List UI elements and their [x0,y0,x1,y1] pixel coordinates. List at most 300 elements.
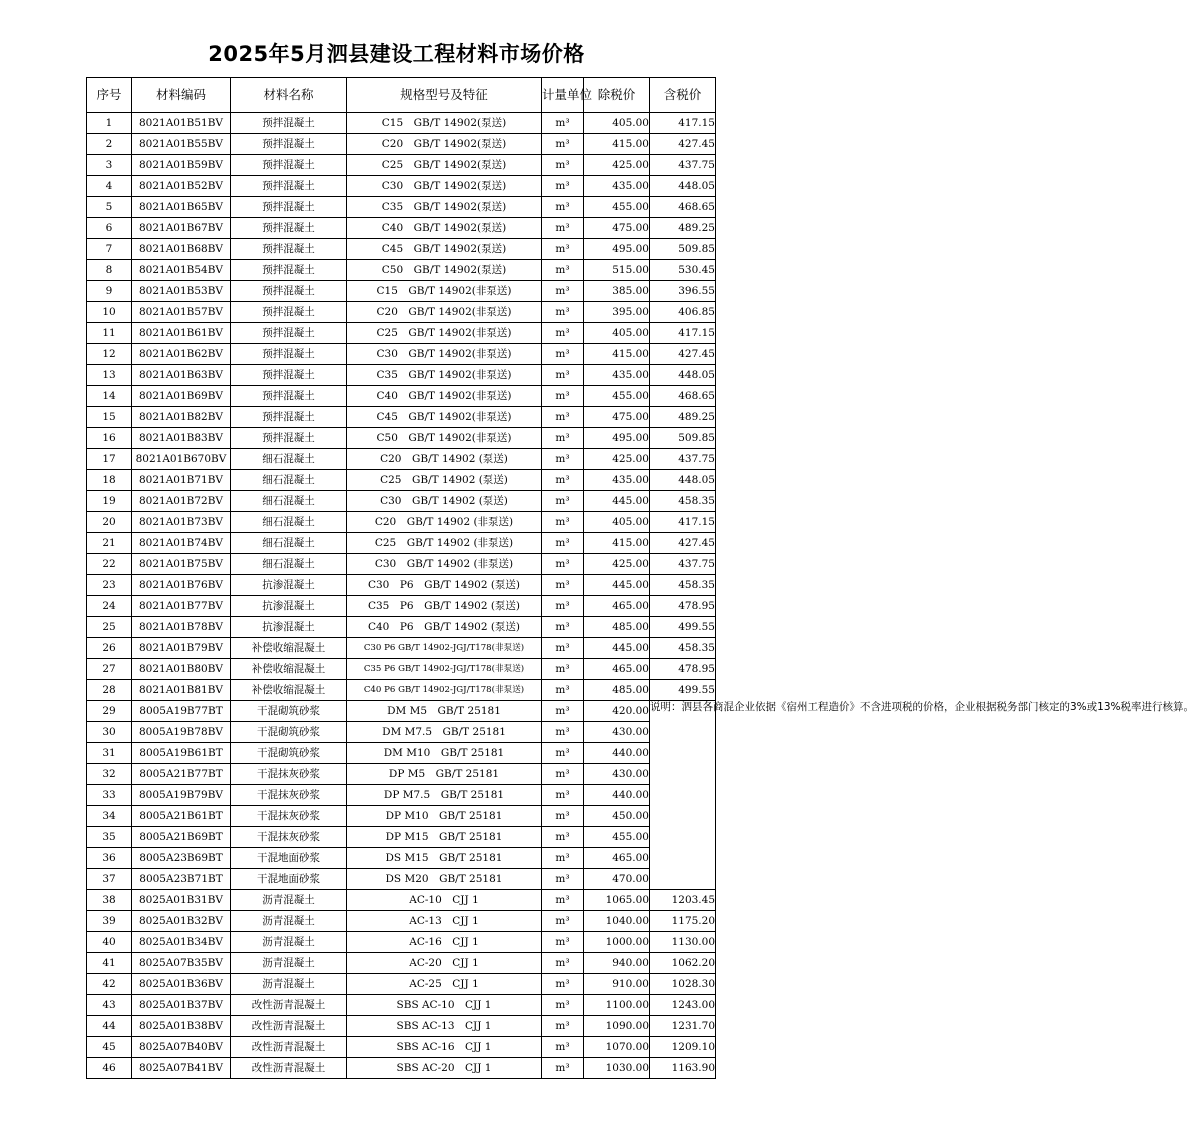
table-row [87,323,716,344]
table-row [87,596,716,617]
cell-spec: SBS AC-16 CJJ 1 [347,1037,542,1058]
cell-price-incl-tax: 1130.00 [650,932,716,953]
cell-material-name: 细石混凝土 [231,491,347,512]
cell-unit: m³ [542,596,584,617]
cell-spec: DP M5 GB/T 25181 [347,764,542,785]
cell-spec: SBS AC-10 CJJ 1 [347,995,542,1016]
cell-unit: m³ [542,239,584,260]
cell-code: 8021A01B74BV [132,533,231,554]
cell-code: 8021A01B77BV [132,596,231,617]
cell-spec: AC-25 CJJ 1 [347,974,542,995]
table-row [87,302,716,323]
cell-unit: m³ [542,533,584,554]
cell-unit: m³ [542,638,584,659]
cell-material-name: 干混砌筑砂浆 [231,722,347,743]
cell-material-name: 细石混凝土 [231,470,347,491]
price-table [86,77,1194,1079]
cell-code: 8005A19B77BT [132,701,231,722]
cell-index: 14 [87,386,132,407]
cell-price-incl-tax: 437.75 [650,449,716,470]
cell-code: 8021A01B78BV [132,617,231,638]
cell-spec: DS M15 GB/T 25181 [347,848,542,869]
cell-code: 8025A01B31BV [132,890,231,911]
cell-price-excl-tax: 440.00 [584,785,650,806]
cell-material-name: 干混地面砂浆 [231,848,347,869]
cell-price-excl-tax: 465.00 [584,659,650,680]
cell-price-excl-tax: 1090.00 [584,1016,650,1037]
header-unit: 计量单位 [542,78,584,113]
cell-spec: AC-16 CJJ 1 [347,932,542,953]
table-row [87,428,716,449]
cell-price-excl-tax: 940.00 [584,953,650,974]
header-price-excl-tax: 除税价 [584,78,650,113]
cell-price-incl-tax: 1243.00 [650,995,716,1016]
table-row [87,953,716,974]
cell-material-name: 干混抹灰砂浆 [231,764,347,785]
cell-material-name: 预拌混凝土 [231,239,347,260]
cell-index: 6 [87,218,132,239]
table-row [87,344,716,365]
table-header-row [87,78,716,113]
table-row [87,134,716,155]
header-code: 材料编码 [132,78,231,113]
cell-unit: m³ [542,260,584,281]
cell-spec: C30 P6 GB/T 14902-JGJ/T178(非泵送) [347,638,542,659]
cell-index: 45 [87,1037,132,1058]
table-row [87,449,716,470]
cell-index: 30 [87,722,132,743]
cell-unit: m³ [542,449,584,470]
cell-price-excl-tax: 1040.00 [584,911,650,932]
cell-spec: SBS AC-13 CJJ 1 [347,1016,542,1037]
cell-price-excl-tax: 405.00 [584,113,650,134]
cell-price-excl-tax: 495.00 [584,428,650,449]
cell-code: 8021A01B80BV [132,659,231,680]
cell-price-excl-tax: 435.00 [584,470,650,491]
table-row [87,911,716,932]
cell-material-name: 预拌混凝土 [231,323,347,344]
cell-index: 7 [87,239,132,260]
cell-material-name: 改性沥青混凝土 [231,1058,347,1079]
table-row [87,386,716,407]
cell-material-name: 抗渗混凝土 [231,617,347,638]
cell-index: 43 [87,995,132,1016]
cell-spec: C35 P6 GB/T 14902-JGJ/T178(非泵送) [347,659,542,680]
cell-code: 8021A01B67BV [132,218,231,239]
cell-index: 17 [87,449,132,470]
cell-code: 8021A01B54BV [132,260,231,281]
cell-price-excl-tax: 435.00 [584,176,650,197]
cell-spec: C20 GB/T 14902 (泵送) [347,449,542,470]
cell-unit: m³ [542,722,584,743]
cell-price-excl-tax: 455.00 [584,197,650,218]
cell-spec: C45 GB/T 14902(非泵送) [347,407,542,428]
cell-spec: C40 GB/T 14902(泵送) [347,218,542,239]
cell-index: 16 [87,428,132,449]
cell-unit: m³ [542,743,584,764]
cell-unit: m³ [542,659,584,680]
cell-price-excl-tax: 420.00 [584,701,650,722]
cell-price-excl-tax: 465.00 [584,848,650,869]
cell-spec: C45 GB/T 14902(泵送) [347,239,542,260]
cell-material-name: 细石混凝土 [231,512,347,533]
cell-price-excl-tax: 415.00 [584,533,650,554]
cell-unit: m³ [542,323,584,344]
cell-code: 8025A01B34BV [132,932,231,953]
cell-code: 8021A01B62BV [132,344,231,365]
cell-unit: m³ [542,869,584,890]
cell-spec: C50 GB/T 14902(泵送) [347,260,542,281]
cell-spec: C20 GB/T 14902(泵送) [347,134,542,155]
cell-price-incl-tax: 1203.45 [650,890,716,911]
cell-price-excl-tax: 1030.00 [584,1058,650,1079]
cell-code: 8005A21B61BT [132,806,231,827]
cell-index: 27 [87,659,132,680]
cell-code: 8025A07B40BV [132,1037,231,1058]
cell-material-name: 干混地面砂浆 [231,869,347,890]
cell-unit: m³ [542,680,584,701]
cell-index: 46 [87,1058,132,1079]
cell-index: 9 [87,281,132,302]
table-row [87,1016,716,1037]
cell-material-name: 预拌混凝土 [231,365,347,386]
cell-index: 37 [87,869,132,890]
cell-material-name: 改性沥青混凝土 [231,995,347,1016]
cell-price-incl-tax: 427.45 [650,344,716,365]
cell-material-name: 细石混凝土 [231,554,347,575]
cell-price-excl-tax: 455.00 [584,386,650,407]
cell-index: 40 [87,932,132,953]
cell-index: 18 [87,470,132,491]
cell-index: 29 [87,701,132,722]
cell-index: 31 [87,743,132,764]
table-row [87,974,716,995]
cell-spec: C35 P6 GB/T 14902 (泵送) [347,596,542,617]
table-row [87,176,716,197]
table-row [87,659,716,680]
table-row [87,1058,716,1079]
cell-price-excl-tax: 495.00 [584,239,650,260]
cell-price-excl-tax: 430.00 [584,722,650,743]
cell-price-incl-tax: 468.65 [650,197,716,218]
cell-unit: m³ [542,197,584,218]
cell-unit: m³ [542,911,584,932]
cell-unit: m³ [542,575,584,596]
cell-material-name: 补偿收缩混凝土 [231,680,347,701]
table-row [87,995,716,1016]
cell-code: 8021A01B75BV [132,554,231,575]
cell-unit: m³ [542,995,584,1016]
cell-unit: m³ [542,785,584,806]
table-row [87,470,716,491]
cell-unit: m³ [542,1016,584,1037]
cell-price-incl-tax: 478.95 [650,596,716,617]
cell-spec: DP M15 GB/T 25181 [347,827,542,848]
cell-index: 8 [87,260,132,281]
cell-unit: m³ [542,1037,584,1058]
cell-code: 8021A01B73BV [132,512,231,533]
cell-material-name: 预拌混凝土 [231,407,347,428]
table-row [87,533,716,554]
cell-index: 12 [87,344,132,365]
table-row [87,218,716,239]
cell-index: 38 [87,890,132,911]
cell-code: 8005A23B69BT [132,848,231,869]
cell-index: 19 [87,491,132,512]
cell-code: 8021A01B52BV [132,176,231,197]
cell-index: 34 [87,806,132,827]
cell-code: 8005A21B77BT [132,764,231,785]
cell-index: 20 [87,512,132,533]
cell-material-name: 预拌混凝土 [231,386,347,407]
cell-price-excl-tax: 515.00 [584,260,650,281]
cell-spec: C40 GB/T 14902(非泵送) [347,386,542,407]
cell-spec: C20 GB/T 14902 (非泵送) [347,512,542,533]
table-row [87,869,716,890]
cell-price-incl-tax: 448.05 [650,176,716,197]
header-index: 序号 [87,78,132,113]
cell-code: 8021A01B83BV [132,428,231,449]
cell-spec: C15 GB/T 14902(非泵送) [347,281,542,302]
cell-unit: m³ [542,386,584,407]
cell-unit: m³ [542,155,584,176]
table-row [87,722,716,743]
cell-spec: C30 P6 GB/T 14902 (泵送) [347,575,542,596]
cell-material-name: 干混抹灰砂浆 [231,827,347,848]
cell-material-name: 细石混凝土 [231,449,347,470]
table-row [87,554,716,575]
cell-spec: C40 P6 GB/T 14902-JGJ/T178(非泵送) [347,680,542,701]
cell-material-name: 干混砌筑砂浆 [231,743,347,764]
cell-unit: m³ [542,806,584,827]
cell-unit: m³ [542,932,584,953]
cell-price-excl-tax: 435.00 [584,365,650,386]
cell-material-name: 干混砌筑砂浆 [231,701,347,722]
table-row [87,764,716,785]
table-row [87,638,716,659]
cell-code: 8021A01B69BV [132,386,231,407]
cell-spec: C15 GB/T 14902(泵送) [347,113,542,134]
table-row [87,512,716,533]
cell-index: 25 [87,617,132,638]
cell-index: 4 [87,176,132,197]
cell-unit: m³ [542,344,584,365]
cell-index: 2 [87,134,132,155]
cell-price-excl-tax: 485.00 [584,617,650,638]
cell-material-name: 预拌混凝土 [231,281,347,302]
cell-material-name: 预拌混凝土 [231,176,347,197]
table-row [87,680,716,701]
cell-spec: C25 GB/T 14902(非泵送) [347,323,542,344]
cell-price-incl-tax: 1028.30 [650,974,716,995]
cell-unit: m³ [542,953,584,974]
cell-material-name: 沥青混凝土 [231,890,347,911]
cell-material-name: 抗渗混凝土 [231,575,347,596]
cell-index: 3 [87,155,132,176]
table-row [87,239,716,260]
table-row [87,848,716,869]
cell-code: 8021A01B81BV [132,680,231,701]
cell-price-excl-tax: 910.00 [584,974,650,995]
cell-unit: m³ [542,827,584,848]
cell-unit: m³ [542,218,584,239]
cell-price-incl-tax: 1062.20 [650,953,716,974]
cell-price-excl-tax: 405.00 [584,512,650,533]
cell-price-incl-tax: 458.35 [650,491,716,512]
table-row [87,890,716,911]
cell-code: 8021A01B59BV [132,155,231,176]
cell-code: 8021A01B55BV [132,134,231,155]
table-row [87,197,716,218]
cell-material-name: 干混抹灰砂浆 [231,785,347,806]
cell-spec: C30 GB/T 14902 (非泵送) [347,554,542,575]
cell-index: 28 [87,680,132,701]
cell-index: 35 [87,827,132,848]
cell-material-name: 预拌混凝土 [231,302,347,323]
cell-spec: C25 GB/T 14902(泵送) [347,155,542,176]
cell-material-name: 沥青混凝土 [231,953,347,974]
cell-price-incl-tax: 417.15 [650,323,716,344]
cell-price-excl-tax: 465.00 [584,596,650,617]
cell-price-incl-tax: 1163.90 [650,1058,716,1079]
cell-price-excl-tax: 440.00 [584,743,650,764]
cell-spec: DS M20 GB/T 25181 [347,869,542,890]
cell-spec: C30 GB/T 14902(泵送) [347,176,542,197]
cell-index: 15 [87,407,132,428]
cell-price-incl-tax: 427.45 [650,533,716,554]
cell-unit: m³ [542,848,584,869]
cell-price-incl-tax: 427.45 [650,134,716,155]
cell-spec: C25 GB/T 14902 (非泵送) [347,533,542,554]
cell-index: 22 [87,554,132,575]
cell-spec: C30 GB/T 14902 (泵送) [347,491,542,512]
table-row [87,260,716,281]
cell-material-name: 改性沥青混凝土 [231,1037,347,1058]
cell-index: 41 [87,953,132,974]
cell-price-incl-tax: 489.25 [650,218,716,239]
cell-index: 23 [87,575,132,596]
cell-material-name: 预拌混凝土 [231,344,347,365]
cell-spec: C35 GB/T 14902(泵送) [347,197,542,218]
cell-index: 13 [87,365,132,386]
cell-spec: C50 GB/T 14902(非泵送) [347,428,542,449]
cell-spec: C40 P6 GB/T 14902 (泵送) [347,617,542,638]
cell-index: 11 [87,323,132,344]
cell-spec: C30 GB/T 14902(非泵送) [347,344,542,365]
cell-material-name: 抗渗混凝土 [231,596,347,617]
table-row [87,155,716,176]
cell-index: 39 [87,911,132,932]
table-row [87,701,716,722]
cell-code: 8005A21B69BT [132,827,231,848]
cell-index: 21 [87,533,132,554]
cell-code: 8021A01B79BV [132,638,231,659]
cell-spec: SBS AC-20 CJJ 1 [347,1058,542,1079]
cell-price-incl-tax: 437.75 [650,554,716,575]
cell-code: 8021A01B82BV [132,407,231,428]
cell-code: 8021A01B57BV [132,302,231,323]
header-spec: 规格型号及特征 [347,78,542,113]
cell-price-excl-tax: 470.00 [584,869,650,890]
cell-material-name: 补偿收缩混凝土 [231,638,347,659]
table-row [87,617,716,638]
cell-unit: m³ [542,974,584,995]
table-row [87,1037,716,1058]
cell-code: 8021A01B670BV [132,449,231,470]
cell-unit: m³ [542,617,584,638]
cell-code: 8005A23B71BT [132,869,231,890]
tax-note: 说明：泗县各商混企业依据《宿州工程造价》不含进项税的价格，企业根据税务部门核定的3%或13%税率进行核算。 [650,701,716,890]
cell-code: 8021A01B68BV [132,239,231,260]
cell-material-name: 改性沥青混凝土 [231,1016,347,1037]
cell-spec: C35 GB/T 14902(非泵送) [347,365,542,386]
cell-code: 8025A01B37BV [132,995,231,1016]
cell-material-name: 预拌混凝土 [231,113,347,134]
cell-unit: m³ [542,113,584,134]
cell-spec: DM M5 GB/T 25181 [347,701,542,722]
cell-unit: m³ [542,281,584,302]
table-row [87,365,716,386]
cell-index: 10 [87,302,132,323]
cell-price-excl-tax: 455.00 [584,827,650,848]
cell-price-incl-tax: 499.55 [650,680,716,701]
table-row [87,281,716,302]
cell-price-excl-tax: 445.00 [584,575,650,596]
cell-spec: DP M7.5 GB/T 25181 [347,785,542,806]
cell-material-name: 预拌混凝土 [231,218,347,239]
cell-material-name: 细石混凝土 [231,533,347,554]
cell-unit: m³ [542,1058,584,1079]
cell-unit: m³ [542,890,584,911]
cell-price-excl-tax: 475.00 [584,218,650,239]
cell-code: 8005A19B79BV [132,785,231,806]
cell-price-incl-tax: 468.65 [650,386,716,407]
cell-price-incl-tax: 458.35 [650,638,716,659]
cell-price-incl-tax: 406.85 [650,302,716,323]
cell-index: 26 [87,638,132,659]
cell-code: 8025A07B41BV [132,1058,231,1079]
cell-spec: AC-20 CJJ 1 [347,953,542,974]
cell-unit: m³ [542,302,584,323]
cell-index: 5 [87,197,132,218]
cell-price-excl-tax: 485.00 [584,680,650,701]
cell-spec: DM M10 GB/T 25181 [347,743,542,764]
cell-unit: m³ [542,512,584,533]
cell-unit: m³ [542,176,584,197]
table-row [87,575,716,596]
cell-price-incl-tax: 417.15 [650,512,716,533]
cell-material-name: 预拌混凝土 [231,428,347,449]
cell-price-excl-tax: 395.00 [584,302,650,323]
cell-price-excl-tax: 445.00 [584,638,650,659]
cell-material-name: 干混抹灰砂浆 [231,806,347,827]
cell-code: 8025A07B35BV [132,953,231,974]
cell-price-incl-tax: 437.75 [650,155,716,176]
cell-unit: m³ [542,554,584,575]
cell-price-excl-tax: 445.00 [584,491,650,512]
cell-price-excl-tax: 415.00 [584,134,650,155]
cell-unit: m³ [542,470,584,491]
cell-price-excl-tax: 450.00 [584,806,650,827]
cell-spec: C25 GB/T 14902 (泵送) [347,470,542,491]
cell-price-excl-tax: 425.00 [584,554,650,575]
cell-code: 8021A01B72BV [132,491,231,512]
cell-code: 8005A19B78BV [132,722,231,743]
cell-price-excl-tax: 425.00 [584,155,650,176]
cell-code: 8021A01B65BV [132,197,231,218]
cell-spec: DP M10 GB/T 25181 [347,806,542,827]
cell-price-incl-tax: 478.95 [650,659,716,680]
